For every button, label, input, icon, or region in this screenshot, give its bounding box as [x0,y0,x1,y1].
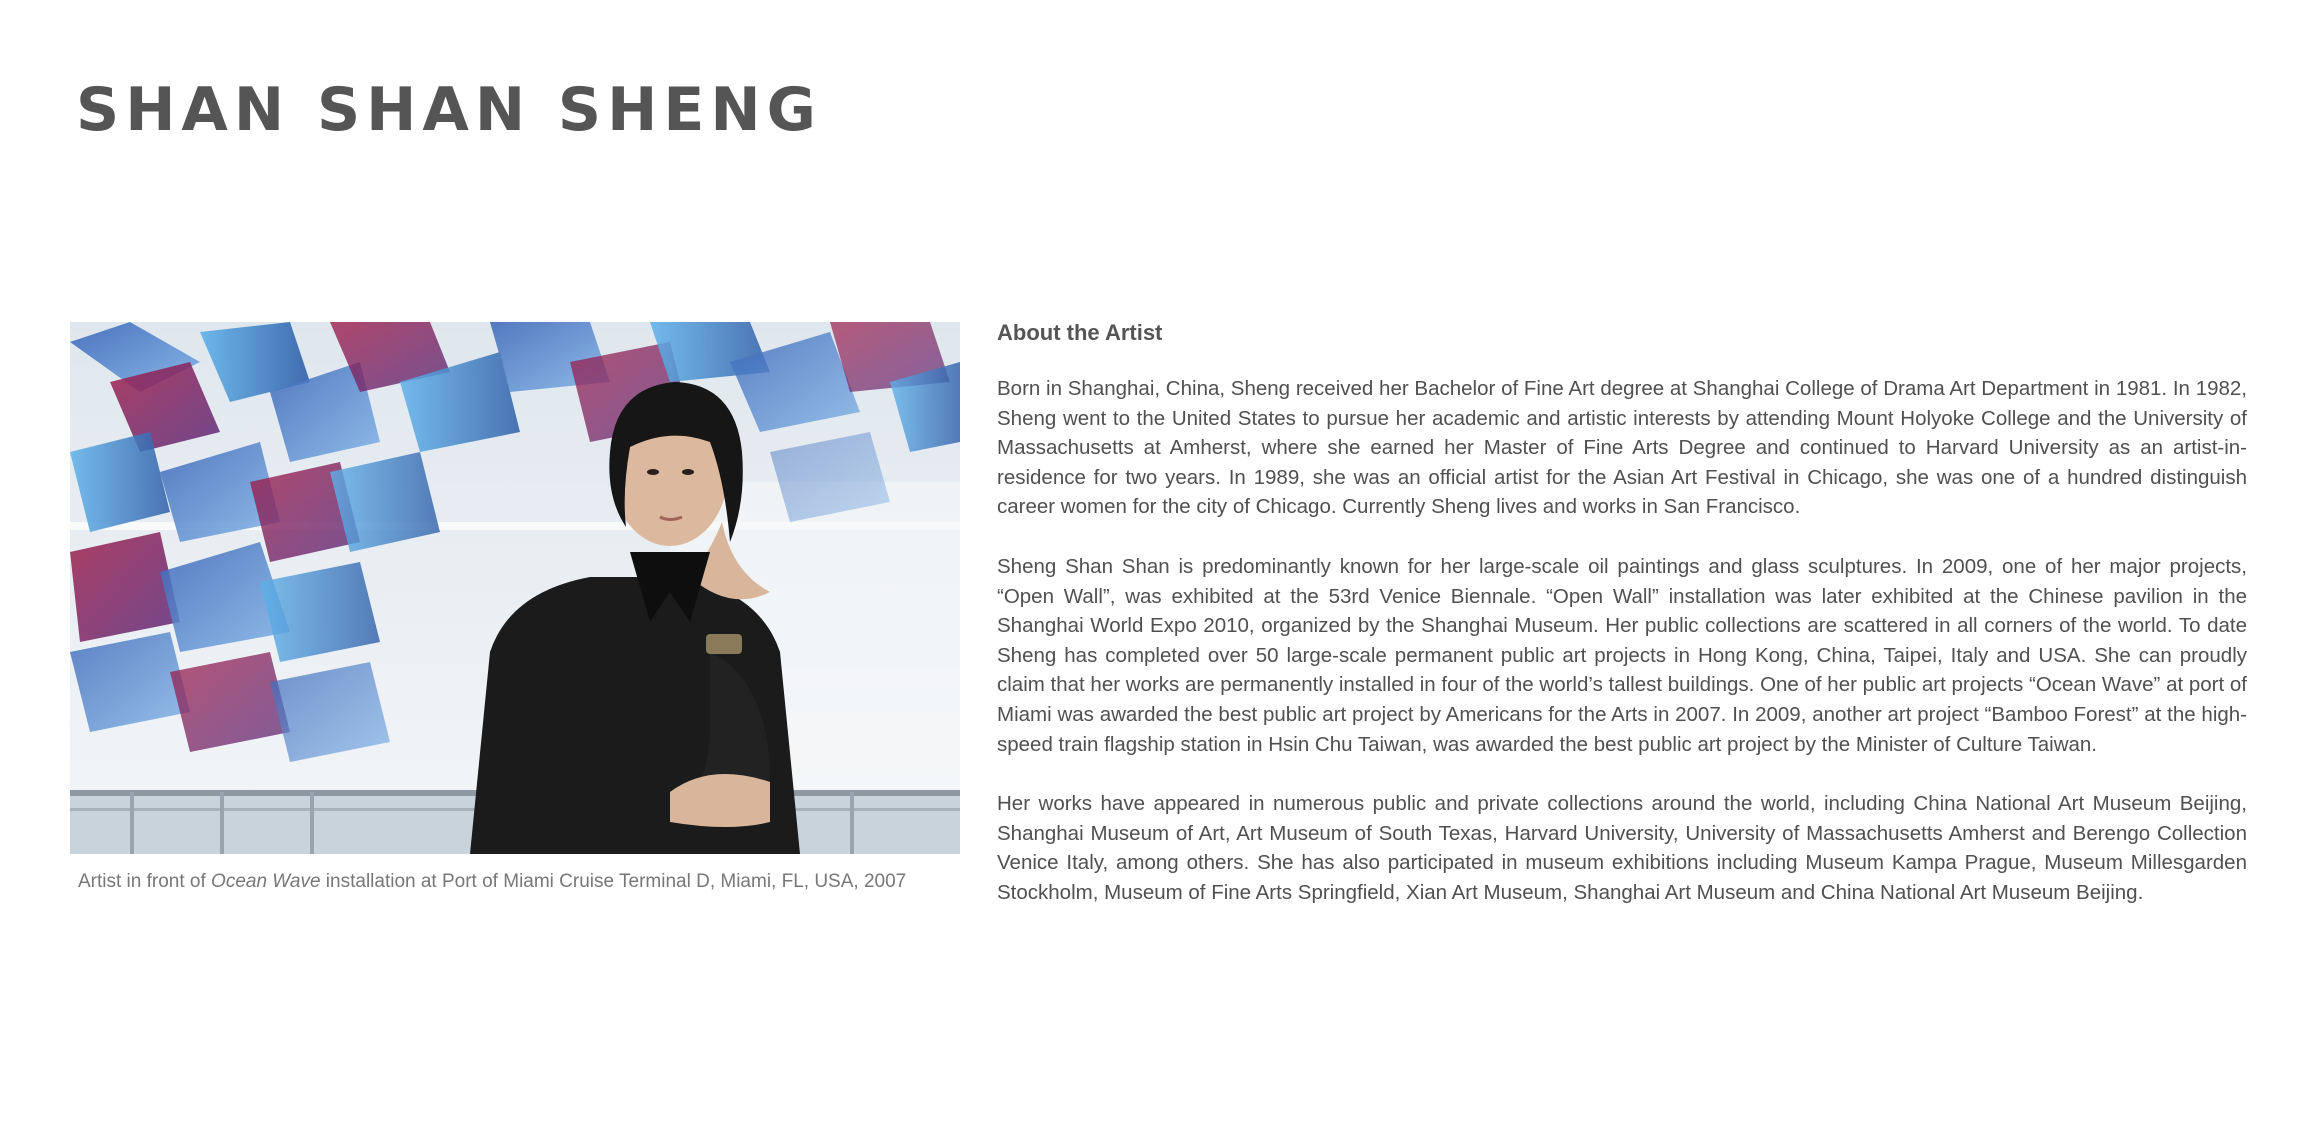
caption-artwork-title: Ocean Wave [211,871,321,892]
caption-suffix: installation at Port of Miami Cruise Terminal D, Miami, FL, USA, 2007 [320,871,907,892]
about-paragraph-work: Sheng Shan Shan is predominantly known for her large-scale oil paintings and glass sculptures. In 2009, one of her major projects, “Open Wall”, was exhibited at the 53rd Venice Biennale. “Open Wall” installation was later exhibited at the Chinese pavilion in the Shanghai World Expo 2010, organized by the Shanghai Museum. Her public collections are scattered in all corners of the world. To date Sheng has completed over 50 large-scale permanent public art projects in Hong Kong, China, Taipei, Italy and USA. She can proudly claim that her works are permanently installed in four of the world’s tallest buildings. One of her public art projects “Ocean Wave” at port of Miami was awarded the best public art project by Americans for the Arts in 2007. In 2009, another art project “Bamboo Forest” at the high-speed train flagship station in Hsin Chu Taiwan, was awarded the best public art project by the Minister of Culture Taiwan. [997,554,2247,756]
about-paragraph-bio: Born in Shanghai, China, Sheng received her Bachelor of Fine Art degree at Shanghai College of Drama Art Department in 1981. In 1982, Sheng went to the United States to pursue her academic and artistic interests by attending Mount Holyoke College and the University of Massachusetts at Amherst, where she earned her Master of Fine Arts Degree and continued to Harvard University as an artist-in-residence for two years. In 1989, she was an official artist for the Asian Art Festival in Chicago, she was one of a hundred distinguish career women for the city of Chicago. Currently Sheng lives and works in San Francisco. [997,377,2247,519]
page-title: SHAN SHAN SHENG [76,75,822,145]
caption-prefix: Artist in front of [78,871,212,892]
artist-photo-illustration [70,322,960,854]
photo-caption [78,868,952,895]
about-heading: About the Artist [997,320,1163,345]
artist-photo-figure [70,322,960,895]
artist-photo [70,322,960,854]
about-paragraph-collections: Her works have appeared in numerous public and private collections around the world, including China National Art Museum Beijing, Shanghai Museum of Art, Art Museum of South Texas, Harvard University, University of Massachusetts Amherst and Berengo Collection Venice Italy, among others. She has also participated in museum exhibitions including Museum Kampa Prague, Museum Millesgarden Stockholm, Museum of Fine Arts Springfield, Xian Art Museum, Shanghai Art Museum and China National Art Museum Beijing. [997,792,2247,904]
about-the-artist-section [997,318,2247,938]
